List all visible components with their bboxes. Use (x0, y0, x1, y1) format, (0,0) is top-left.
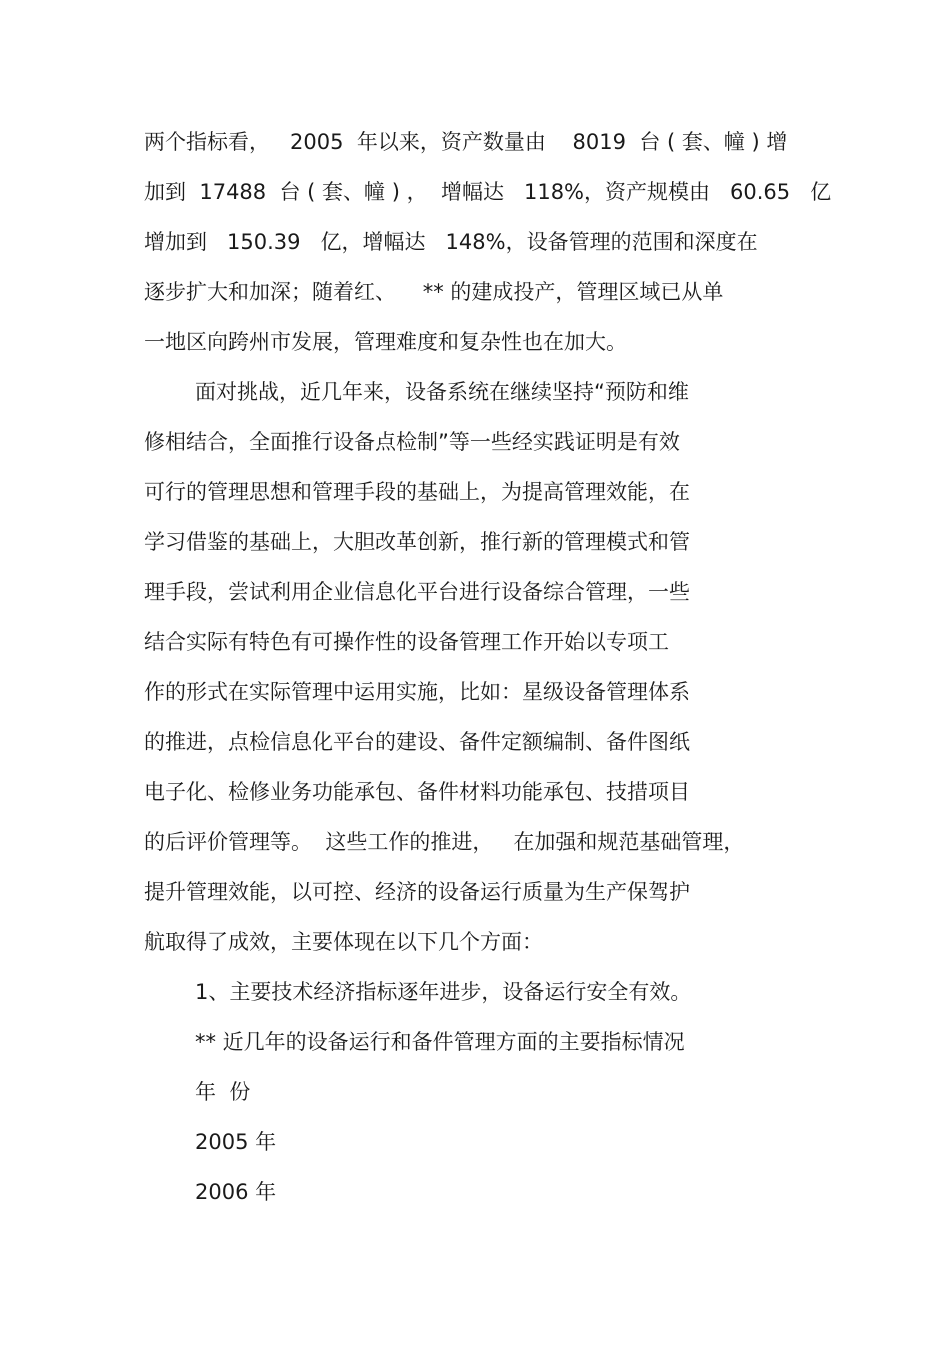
text-line: 可行的管理思想和管理手段的基础上，为提高管理效能，在 (144, 480, 690, 504)
text-line: 的推进，点检信息化平台的建设、备件定额编制、备件图纸 (144, 730, 690, 754)
table-row: 2005 年 (195, 1130, 277, 1154)
text-line: 理手段，尝试利用企业信息化平台进行设备综合管理，一些 (144, 580, 690, 604)
text-line: 的后评价管理等。 这些工作的推进， 在加强和规范基础管理， (144, 830, 745, 854)
text-line: 电子化、检修业务功能承包、备件材料功能承包、技措项目 (144, 780, 690, 804)
text-line: 学习借鉴的基础上，大胆改革创新，推行新的管理模式和管 (144, 530, 690, 554)
text-line: 加到 17488 台 ( 套、幢 ) ， 增幅达 118%，资产规模由 60.65 亿 (144, 180, 832, 204)
text-line: 航取得了成效，主要体现在以下几个方面： (144, 930, 543, 954)
table-row: 2006 年 (195, 1180, 277, 1204)
text-line: 作的形式在实际管理中运用实施，比如：星级设备管理体系 (144, 680, 690, 704)
text-line: 两个指标看， 2005 年以来，资产数量由 8019 台 ( 套、幢 ) 增 (144, 130, 788, 154)
text-line: 修相结合，全面推行设备点检制”等一些经实践证明是有效 (144, 430, 680, 454)
text-line: 面对挑战，近几年来，设备系统在继续坚持“预防和维 (195, 380, 689, 404)
text-line: 增加到 150.39 亿，增幅达 148%，设备管理的范围和深度在 (144, 230, 758, 254)
table-header: 年 份 (195, 1080, 251, 1104)
text-line: 逐步扩大和加深；随着红、 ** 的建成投产，管理区域已从单 (144, 280, 724, 304)
text-line: 一地区向跨州市发展，管理难度和复杂性也在加大。 (144, 330, 627, 354)
text-line: 提升管理效能，以可控、经济的设备运行质量为生产保驾护 (144, 880, 690, 904)
list-item: 1、主要技术经济指标逐年进步，设备运行安全有效。 (195, 980, 692, 1004)
table-caption: ** 近几年的设备运行和备件管理方面的主要指标情况 (195, 1030, 685, 1054)
text-line: 结合实际有特色有可操作性的设备管理工作开始以专项工 (144, 630, 669, 654)
